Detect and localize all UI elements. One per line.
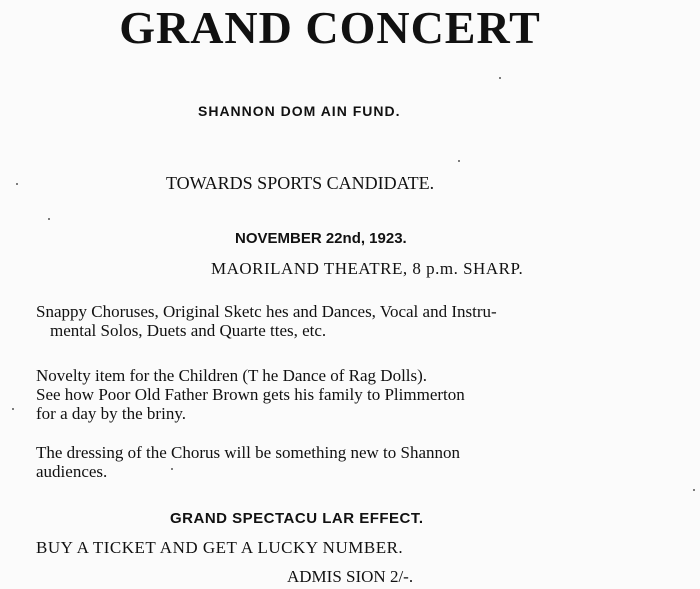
print-speck [171,468,173,470]
programme-items-line: Snappy Choruses, Original Sketc hes and Dances, Vocal and Instru- [36,302,497,321]
children-item-line: for a day by the briny. [36,404,186,423]
admission-price: ADMIS SION 2/-. [287,567,414,586]
print-speck [16,183,18,185]
print-speck [48,218,50,220]
print-speck [693,489,695,491]
chorus-line: audiences. [36,462,108,481]
fund-name: SHANNON DOM AIN FUND. [198,103,401,119]
print-speck [12,408,14,410]
chorus-paragraph [36,443,676,481]
lucky-number-line: BUY A TICKET AND GET A LUCKY NUMBER. [36,538,404,557]
purpose-line: TOWARDS SPORTS CANDIDATE. [166,173,435,193]
children-item-line: See how Poor Old Father Brown gets his family to Plimmerton [36,385,465,404]
concert-title: GRAND CONCERT [119,2,541,53]
spectacular-effect-heading: GRAND SPECTACU LAR EFFECT. [170,510,424,527]
venue-line: MAORILAND THEATRE, 8 p.m. SHARP. [211,259,524,278]
children-item-line: Novelty item for the Children (T he Dance of Rag Dolls). [36,366,428,385]
print-speck [499,77,501,79]
programme-items-line: mental Solos, Duets and Quarte ttes, etc. [50,321,327,340]
print-speck [458,160,460,162]
programme-items-paragraph [36,302,676,340]
chorus-line: The dressing of the Chorus will be something new to Shannon [36,443,461,462]
children-item-paragraph [36,366,676,423]
event-date: NOVEMBER 22nd, 1923. [235,230,407,247]
